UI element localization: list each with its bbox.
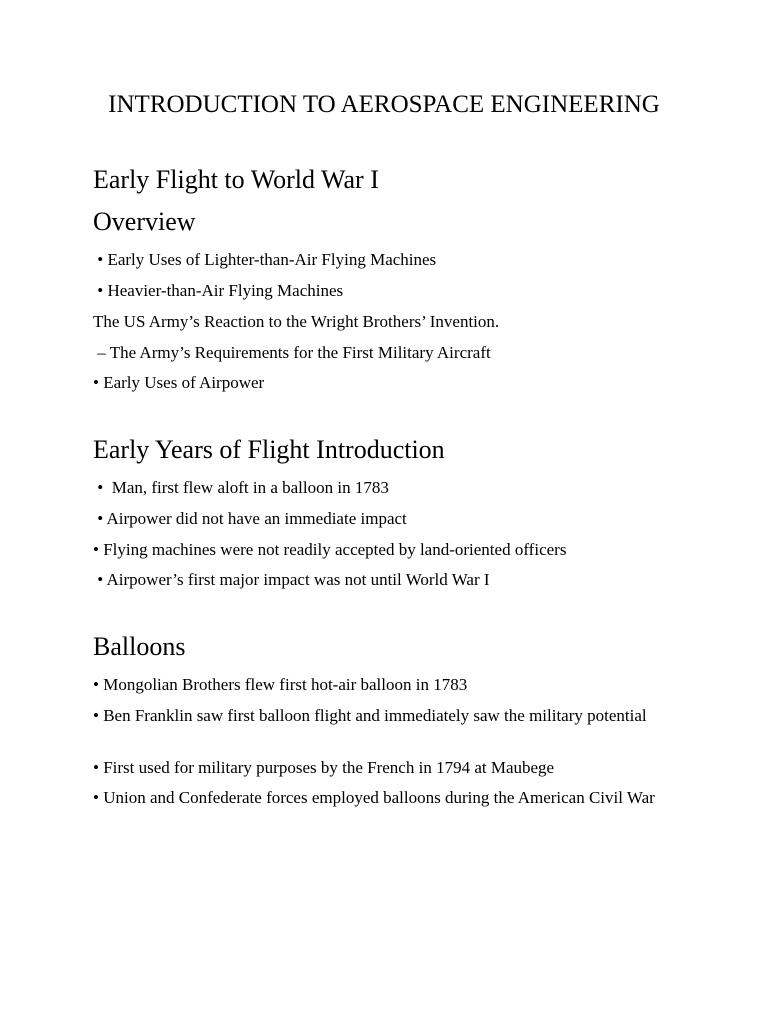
overview-item: • Heavier-than-Air Flying Machines — [93, 281, 344, 300]
early-years-item: • Airpower did not have an immediate impact — [93, 509, 407, 528]
balloons-item: • First used for military purposes by the French in 1794 at Maubege — [93, 758, 555, 777]
section-heading-overview: Overview — [93, 207, 196, 236]
early-years-item: • Man, first flew aloft in a balloon in 1783 — [93, 478, 389, 497]
balloons-item: • Ben Franklin saw first balloon flight and immediately saw the military potential — [93, 706, 647, 725]
section-heading-balloons: Balloons — [93, 632, 186, 661]
overview-item: • Early Uses of Lighter-than-Air Flying Machines — [93, 250, 437, 269]
balloons-item: • Union and Confederate forces employed balloons during the American Civil War — [93, 788, 655, 807]
document-subtitle: Early Flight to World War I — [93, 165, 379, 194]
overview-item: • Early Uses of Airpower — [93, 373, 265, 392]
document-title: INTRODUCTION TO AEROSPACE ENGINEERING — [108, 91, 660, 118]
early-years-item: • Flying machines were not readily accepted by land-oriented officers — [93, 540, 567, 559]
overview-item: The US Army’s Reaction to the Wright Brothers’ Invention. — [93, 312, 500, 331]
early-years-item: • Airpower’s first major impact was not until World War I — [93, 570, 490, 589]
overview-item: – The Army’s Requirements for the First Military Aircraft — [93, 343, 491, 362]
section-heading-early-years: Early Years of Flight Introduction — [93, 435, 445, 464]
balloons-item: • Mongolian Brothers flew first hot-air balloon in 1783 — [93, 675, 468, 694]
